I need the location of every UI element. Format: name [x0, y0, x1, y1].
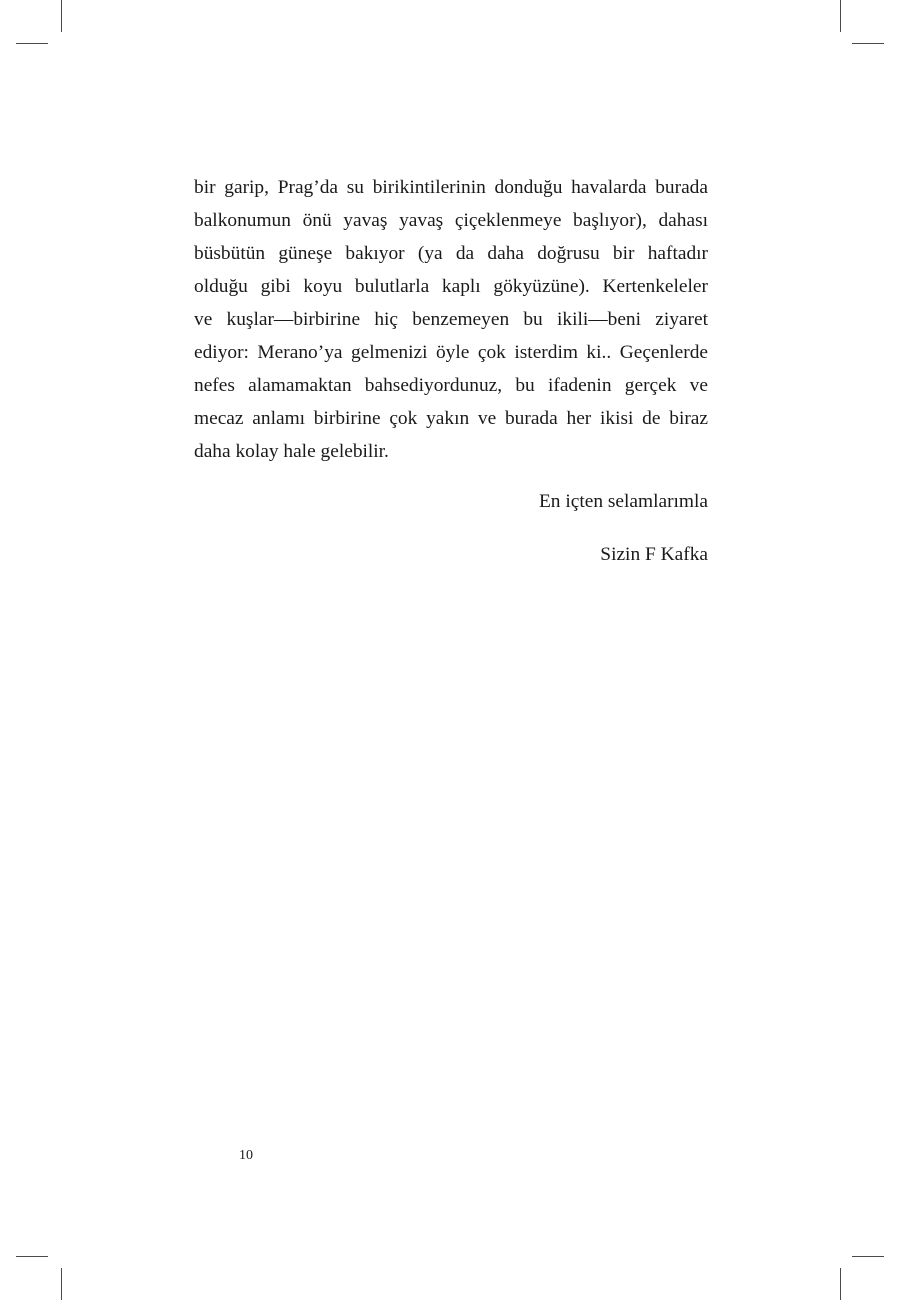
letter-body [194, 171, 708, 468]
body-line: bir garip, Prag’da su birikintilerinin donduğu havalarda burada [194, 177, 708, 198]
body-line: ve kuşlar—birbirine hiç benzemeyen bu ikili—beni ziyaret [194, 309, 708, 330]
crop-mark-top-left-vertical [61, 0, 62, 32]
page-number: 10 [239, 1148, 253, 1163]
body-line: mecaz anlamı birbirine çok yakın ve burada her ikisi de biraz [194, 408, 708, 429]
crop-mark-bottom-right-horizontal [852, 1256, 884, 1257]
crop-mark-bottom-left-vertical [61, 1268, 62, 1300]
closing-salutation: En içten selamlarımla [538, 491, 708, 512]
crop-mark-top-right-horizontal [852, 43, 884, 44]
signature: Sizin F Kafka [600, 544, 708, 565]
body-line: balkonumun önü yavaş yavaş çiçeklenmeye başlıyor), dahası [194, 210, 708, 231]
body-line: nefes alamamaktan bahsediyordunuz, bu ifadenin gerçek ve [194, 375, 708, 396]
body-line: daha kolay hale gelebilir. [194, 441, 389, 462]
body-line: olduğu gibi koyu bulutlarla kaplı gökyüzüne). Kertenkeleler [194, 276, 708, 297]
body-line: büsbütün güneşe bakıyor (ya da daha doğrusu bir haftadır [194, 243, 708, 264]
crop-mark-bottom-right-vertical [840, 1268, 841, 1300]
body-line: ediyor: Merano’ya gelmenizi öyle çok isterdim ki.. Geçenlerde [194, 342, 708, 363]
crop-mark-top-right-vertical [840, 0, 841, 32]
crop-mark-top-left-horizontal [16, 43, 48, 44]
crop-mark-bottom-left-horizontal [16, 1256, 48, 1257]
